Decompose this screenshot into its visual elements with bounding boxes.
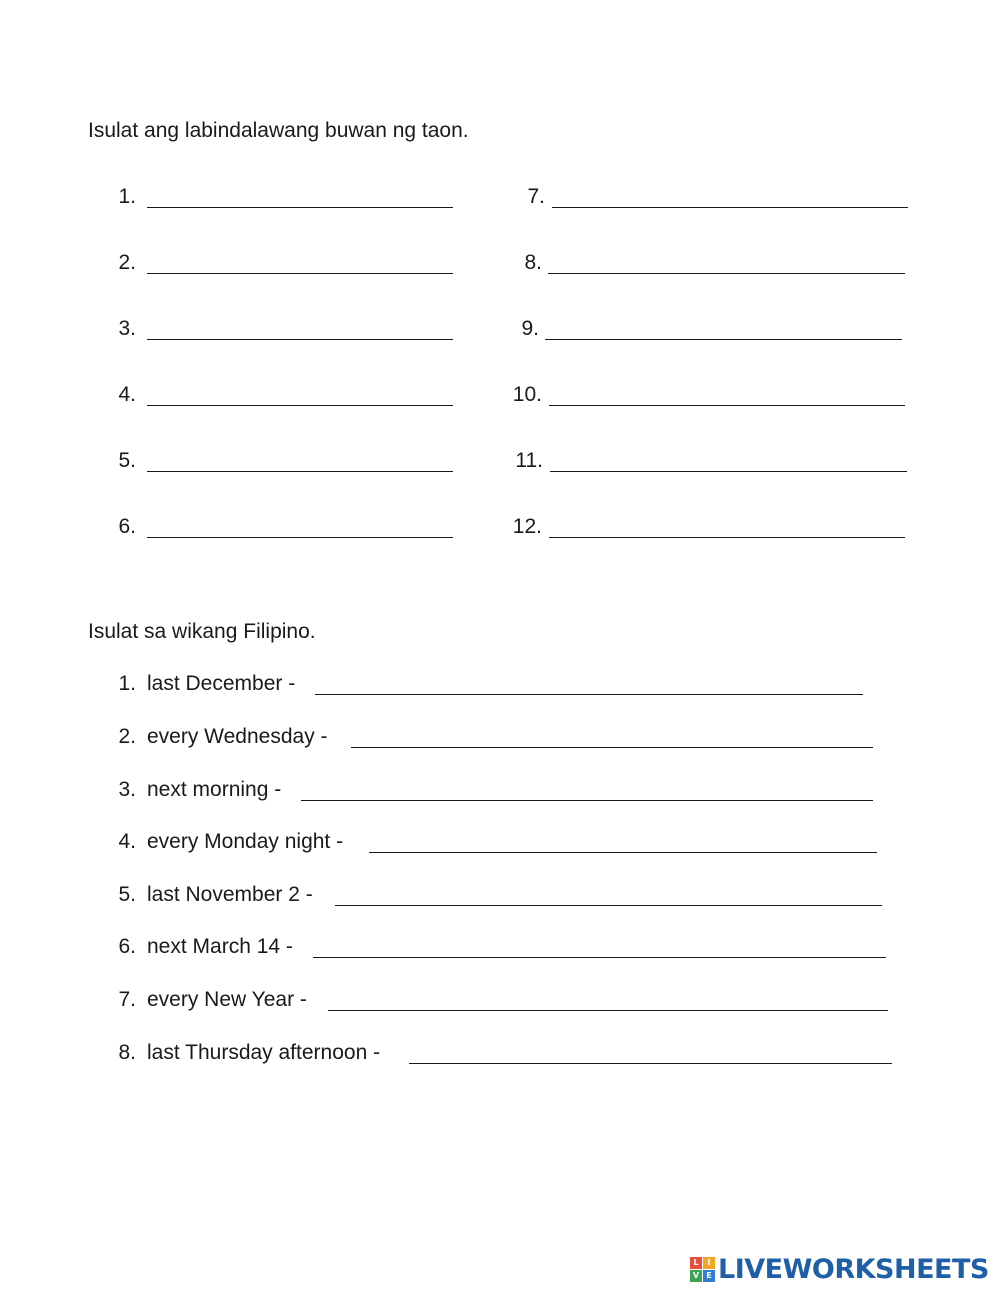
answer-line [301, 800, 873, 801]
item-number: 4. [118, 830, 136, 853]
translate-answer-input-7[interactable] [328, 983, 888, 1009]
logo-text: LIVEWORKSHEETS [718, 1254, 989, 1285]
month-number: 11. [515, 449, 543, 472]
translate-answer-input-1[interactable] [315, 667, 863, 693]
month-number: 2. [118, 251, 136, 274]
translate-answer-input-4[interactable] [369, 825, 877, 851]
month-answer-input-7[interactable] [552, 180, 908, 206]
answer-line [549, 405, 905, 406]
item-prompt: last Thursday afternoon - [147, 1041, 381, 1064]
translate-answer-input-3[interactable] [301, 773, 873, 799]
badge-letter: I [703, 1257, 715, 1269]
logo-badge-icon [690, 1257, 716, 1283]
instruction-translate: Isulat sa wikang Filipino. [88, 620, 316, 643]
answer-line [147, 471, 453, 472]
month-number: 12. [512, 515, 542, 538]
answer-line [545, 339, 902, 340]
month-number: 7. [527, 185, 545, 208]
month-answer-input-12[interactable] [549, 510, 905, 536]
item-number: 1. [118, 672, 136, 695]
month-answer-input-6[interactable] [147, 510, 453, 536]
answer-line [369, 852, 877, 853]
answer-line [315, 694, 863, 695]
item-prompt: last December - [147, 672, 296, 695]
item-prompt: next March 14 - [147, 935, 293, 958]
answer-line [550, 471, 907, 472]
answer-line [351, 747, 873, 748]
item-number: 3. [118, 778, 136, 801]
month-answer-input-1[interactable] [147, 180, 453, 206]
item-prompt: every Monday night - [147, 830, 344, 853]
month-number: 9. [521, 317, 539, 340]
answer-line [548, 273, 905, 274]
month-answer-input-10[interactable] [549, 378, 905, 404]
month-answer-input-2[interactable] [147, 246, 453, 272]
month-answer-input-11[interactable] [550, 444, 907, 470]
item-prompt: next morning - [147, 778, 282, 801]
item-number: 7. [118, 988, 136, 1011]
month-answer-input-5[interactable] [147, 444, 453, 470]
answer-line [328, 1010, 888, 1011]
answer-line [409, 1063, 892, 1064]
month-number: 10. [512, 383, 542, 406]
answer-line [147, 273, 453, 274]
item-number: 2. [118, 725, 136, 748]
item-prompt: every New Year - [147, 988, 307, 1011]
answer-line [147, 207, 453, 208]
month-answer-input-9[interactable] [545, 312, 902, 338]
item-prompt: every Wednesday - [147, 725, 328, 748]
badge-letter: V [690, 1270, 702, 1282]
answer-line [552, 207, 908, 208]
badge-letter: E [703, 1270, 715, 1282]
translate-answer-input-6[interactable] [313, 930, 886, 956]
translate-answer-input-5[interactable] [335, 878, 882, 904]
answer-line [147, 405, 453, 406]
month-answer-input-4[interactable] [147, 378, 453, 404]
translate-answer-input-2[interactable] [351, 720, 873, 746]
answer-line [549, 537, 905, 538]
answer-line [313, 957, 886, 958]
month-number: 3. [118, 317, 136, 340]
month-answer-input-8[interactable] [548, 246, 905, 272]
badge-letter: L [690, 1257, 702, 1269]
month-number: 1. [118, 185, 136, 208]
liveworksheets-logo [690, 1253, 990, 1285]
month-number: 4. [118, 383, 136, 406]
month-number: 8. [524, 251, 542, 274]
item-number: 6. [118, 935, 136, 958]
month-answer-input-3[interactable] [147, 312, 453, 338]
translate-answer-input-8[interactable] [409, 1036, 892, 1062]
item-prompt: last November 2 - [147, 883, 313, 906]
answer-line [147, 537, 453, 538]
item-number: 8. [118, 1041, 136, 1064]
answer-line [147, 339, 453, 340]
item-number: 5. [118, 883, 136, 906]
instruction-months: Isulat ang labindalawang buwan ng taon. [88, 119, 469, 142]
answer-line [335, 905, 882, 906]
month-number: 5. [118, 449, 136, 472]
month-number: 6. [118, 515, 136, 538]
